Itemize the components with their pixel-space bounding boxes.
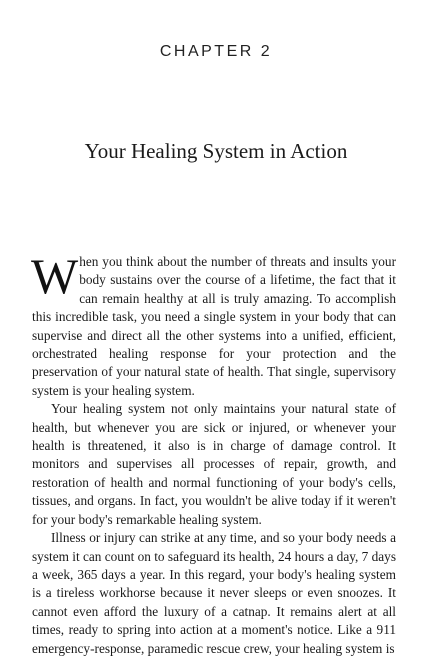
drop-cap: W [31, 248, 79, 304]
chapter-label: CHAPTER 2 [159, 43, 273, 60]
paragraph-1-text: hen you think about the number of threats and insults your body sustains over the course of a lifetime, the fact that it can remain healthy at all is truly amazing. To accomplish this incredible task, you need a single system in your body that can supervise and direct all the other systems into a unified, efficient, orchestrated healing response for your protection and the preservation of your natural state of health. That single, supervisory system is your healing system. [32, 254, 396, 398]
chapter-body [32, 237, 396, 658]
paragraph-2: Your healing system not only maintains your natural state of health, but whenever you are sick or injured, or whenever your health is threatened, it also is in charge of damage control. It monitors and supervises all processes of repair, growth, and restoration of health and normal functioning of your body's cells, tissues, and organs. In fact, you wouldn't be alive today if it weren't for your body's remarkable healing system. [32, 401, 396, 527]
paragraph-3: Illness or injury can strike at any time, and so your body needs a system it can count on to safeguard its health, 24 hours a day, 7 days a week, 365 days a year. In this regard, your body's healing system is a tireless workhorse because it never sleeps or even snoozes. It cannot even afford the luxury of a catnap. It remains alert at all times, ready to spring into action at a moment's notice. Like a 911 emergency-response, paramedic rescue crew, your healing system is [32, 530, 396, 656]
chapter-title: Your Healing System in Action [84, 139, 348, 163]
paragraph-1 [32, 237, 396, 400]
